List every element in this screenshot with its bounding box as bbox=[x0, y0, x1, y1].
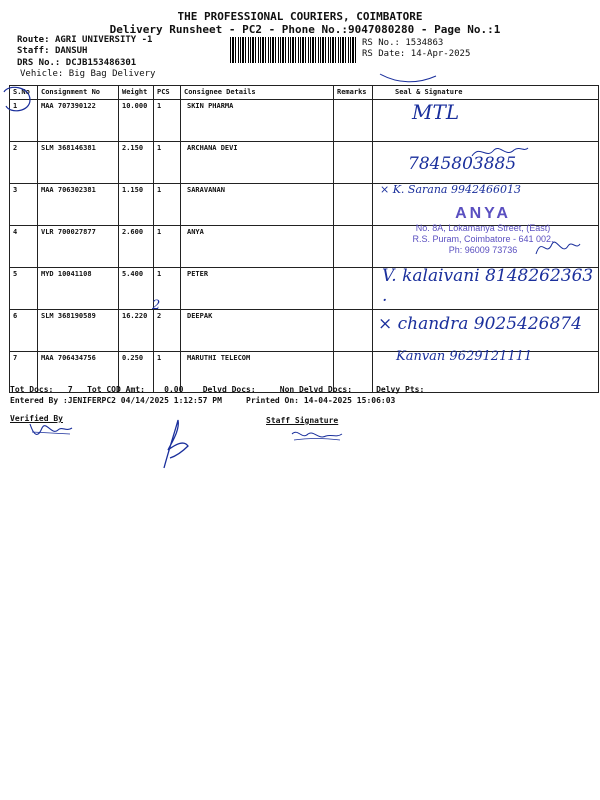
cell-pcs: 1 bbox=[154, 142, 181, 184]
cell-weight: 2.600 bbox=[119, 226, 154, 268]
pcs-handwritten-correction: 2 bbox=[152, 298, 161, 313]
drs-value: DCJB153486301 bbox=[65, 58, 137, 68]
cell-pcs: 1 bbox=[154, 100, 181, 142]
row5-handwritten-note: V. kalaivani 8148262363 . bbox=[382, 266, 594, 306]
cell-remarks bbox=[334, 268, 373, 310]
entered-value: JENIFERPC2 04/14/2025 1:12:57 PM bbox=[67, 396, 222, 405]
vehicle-line bbox=[20, 69, 155, 79]
cell-sno: 4 bbox=[10, 226, 38, 268]
tot-docs-value: 7 bbox=[67, 385, 73, 394]
vehicle-value: Big Bag Delivery bbox=[68, 69, 156, 79]
cell-weight: 5.400 bbox=[119, 268, 154, 310]
cell-consignee: DEEPAK bbox=[181, 310, 334, 352]
table-header-row bbox=[10, 86, 599, 100]
cell-consignee: SKIN PHARMA bbox=[181, 100, 334, 142]
row1-handwritten-mark: MTL bbox=[412, 100, 460, 124]
cell-remarks bbox=[334, 310, 373, 352]
cell-remarks bbox=[334, 100, 373, 142]
cell-sno: 2 bbox=[10, 142, 38, 184]
stamp-line1: No. 8A, Lokamanya Street, (East) bbox=[415, 223, 551, 233]
staff-value: DANSUH bbox=[54, 46, 88, 56]
col-header-weight: Weight bbox=[119, 86, 154, 100]
cell-sno: 1 bbox=[10, 100, 38, 142]
drs-label: DRS No.: bbox=[17, 58, 61, 68]
entered-label: Entered By : bbox=[10, 396, 68, 405]
cell-consignment: SLM 368190589 bbox=[38, 310, 119, 352]
rs-date-scribble bbox=[378, 70, 438, 90]
staff-signature-label: Staff Signature bbox=[266, 416, 339, 425]
staff-line bbox=[17, 46, 87, 56]
staff-signature bbox=[288, 426, 344, 444]
rs-date-value: 14-Apr-2025 bbox=[410, 49, 471, 59]
cell-consignment: MYD 10041108 bbox=[38, 268, 119, 310]
cell-consignee: ARCHANA DEVI bbox=[181, 142, 334, 184]
row1-circle-mark bbox=[0, 82, 40, 118]
runsheet-title: Delivery Runsheet - PC2 - Phone No.:9047080280 - Page No.:1 bbox=[109, 23, 501, 36]
delvy-pts-label: Delvy Pts: bbox=[376, 385, 425, 394]
table-row bbox=[10, 100, 599, 142]
col-header-sno: S.No bbox=[10, 86, 38, 100]
cell-sno: 3 bbox=[10, 184, 38, 226]
cell-sno: 5 bbox=[10, 268, 38, 310]
row6-handwritten-note: × chandra 9025426874 bbox=[378, 314, 582, 334]
cell-weight: 10.000 bbox=[119, 100, 154, 142]
non-delvd-docs-label: Non Delvd Docs: bbox=[279, 385, 353, 394]
cell-pcs: 2 bbox=[154, 310, 181, 352]
cell-consignee: SARAVANAN bbox=[181, 184, 334, 226]
verified-signature bbox=[26, 418, 76, 440]
entered-line bbox=[10, 396, 395, 405]
totals-line bbox=[10, 385, 424, 394]
cell-weight: 2.150 bbox=[119, 142, 154, 184]
col-header-consignee: Consignee Details bbox=[181, 86, 334, 100]
tot-docs-label: Tot Docs: bbox=[10, 385, 54, 394]
printed-value: 14-04-2025 15:06:03 bbox=[303, 396, 396, 405]
printed-label: Printed On: bbox=[246, 396, 299, 405]
drs-line bbox=[17, 58, 136, 68]
cell-pcs: 1 bbox=[154, 184, 181, 226]
cell-weight: 1.150 bbox=[119, 184, 154, 226]
cell-consignee: ANYA bbox=[181, 226, 334, 268]
col-header-remarks: Remarks bbox=[334, 86, 373, 100]
cell-consignment: SLM 368146381 bbox=[38, 142, 119, 184]
company-title: THE PROFESSIONAL COURIERS, COIMBATORE bbox=[177, 10, 423, 23]
cell-consignment: MAA 706302381 bbox=[38, 184, 119, 226]
col-header-pcs: PCS bbox=[154, 86, 181, 100]
cell-consignment: MAA 706434756 bbox=[38, 352, 119, 393]
cell-remarks bbox=[334, 184, 373, 226]
cell-consignment: VLR 700027877 bbox=[38, 226, 119, 268]
route-label: Route: bbox=[17, 35, 50, 45]
cell-weight: 0.250 bbox=[119, 352, 154, 393]
row2-handwritten-phone: 7845803885 bbox=[408, 154, 517, 174]
route-value: AGRI UNIVERSITY -1 bbox=[54, 35, 153, 45]
staff-label: Staff: bbox=[17, 46, 50, 56]
stamp-line3: Ph: 96009 73736 bbox=[448, 245, 518, 255]
cell-consignment: MAA 707390122 bbox=[38, 100, 119, 142]
cell-pcs: 1 bbox=[154, 268, 181, 310]
large-signature bbox=[158, 416, 198, 474]
vehicle-label: Vehicle: bbox=[20, 69, 64, 79]
cell-seal bbox=[373, 100, 599, 142]
cell-remarks bbox=[334, 226, 373, 268]
rs-no-label: RS No.: bbox=[362, 38, 400, 48]
cell-pcs: 1 bbox=[154, 226, 181, 268]
col-header-seal: Seal & Signature bbox=[373, 86, 599, 100]
row4-signature bbox=[532, 232, 582, 262]
delvd-docs-label: Delvd Docs: bbox=[202, 385, 256, 394]
row7-handwritten-note: Kanvan 9629121111 bbox=[396, 349, 533, 364]
stamp-name: ANYA bbox=[455, 205, 511, 222]
rs-no-line bbox=[362, 38, 443, 48]
col-header-consignment: Consignment No bbox=[38, 86, 119, 100]
rs-date-line bbox=[362, 49, 470, 59]
cell-consignee: MARUTHI TELECOM bbox=[181, 352, 334, 393]
row3-handwritten-note: × K. Sarana 9942466013 bbox=[380, 183, 521, 196]
route-line bbox=[17, 35, 152, 45]
cell-consignee: PETER bbox=[181, 268, 334, 310]
cell-sno: 7 bbox=[10, 352, 38, 393]
rs-date-label: RS Date: bbox=[362, 49, 406, 59]
verified-by-label: Verified By bbox=[10, 414, 63, 423]
cell-pcs: 1 bbox=[154, 352, 181, 393]
rs-no-value: 1534863 bbox=[405, 38, 444, 48]
cell-weight: 16.220 bbox=[119, 310, 154, 352]
tot-cod-label: Tot COD Amt: bbox=[87, 385, 145, 394]
tot-cod-value: 0.00 bbox=[164, 385, 184, 394]
cell-remarks bbox=[334, 142, 373, 184]
cell-sno: 6 bbox=[10, 310, 38, 352]
stamp-line2: R.S. Puram, Coimbatore - 641 002. bbox=[412, 234, 554, 244]
barcode bbox=[230, 37, 356, 63]
